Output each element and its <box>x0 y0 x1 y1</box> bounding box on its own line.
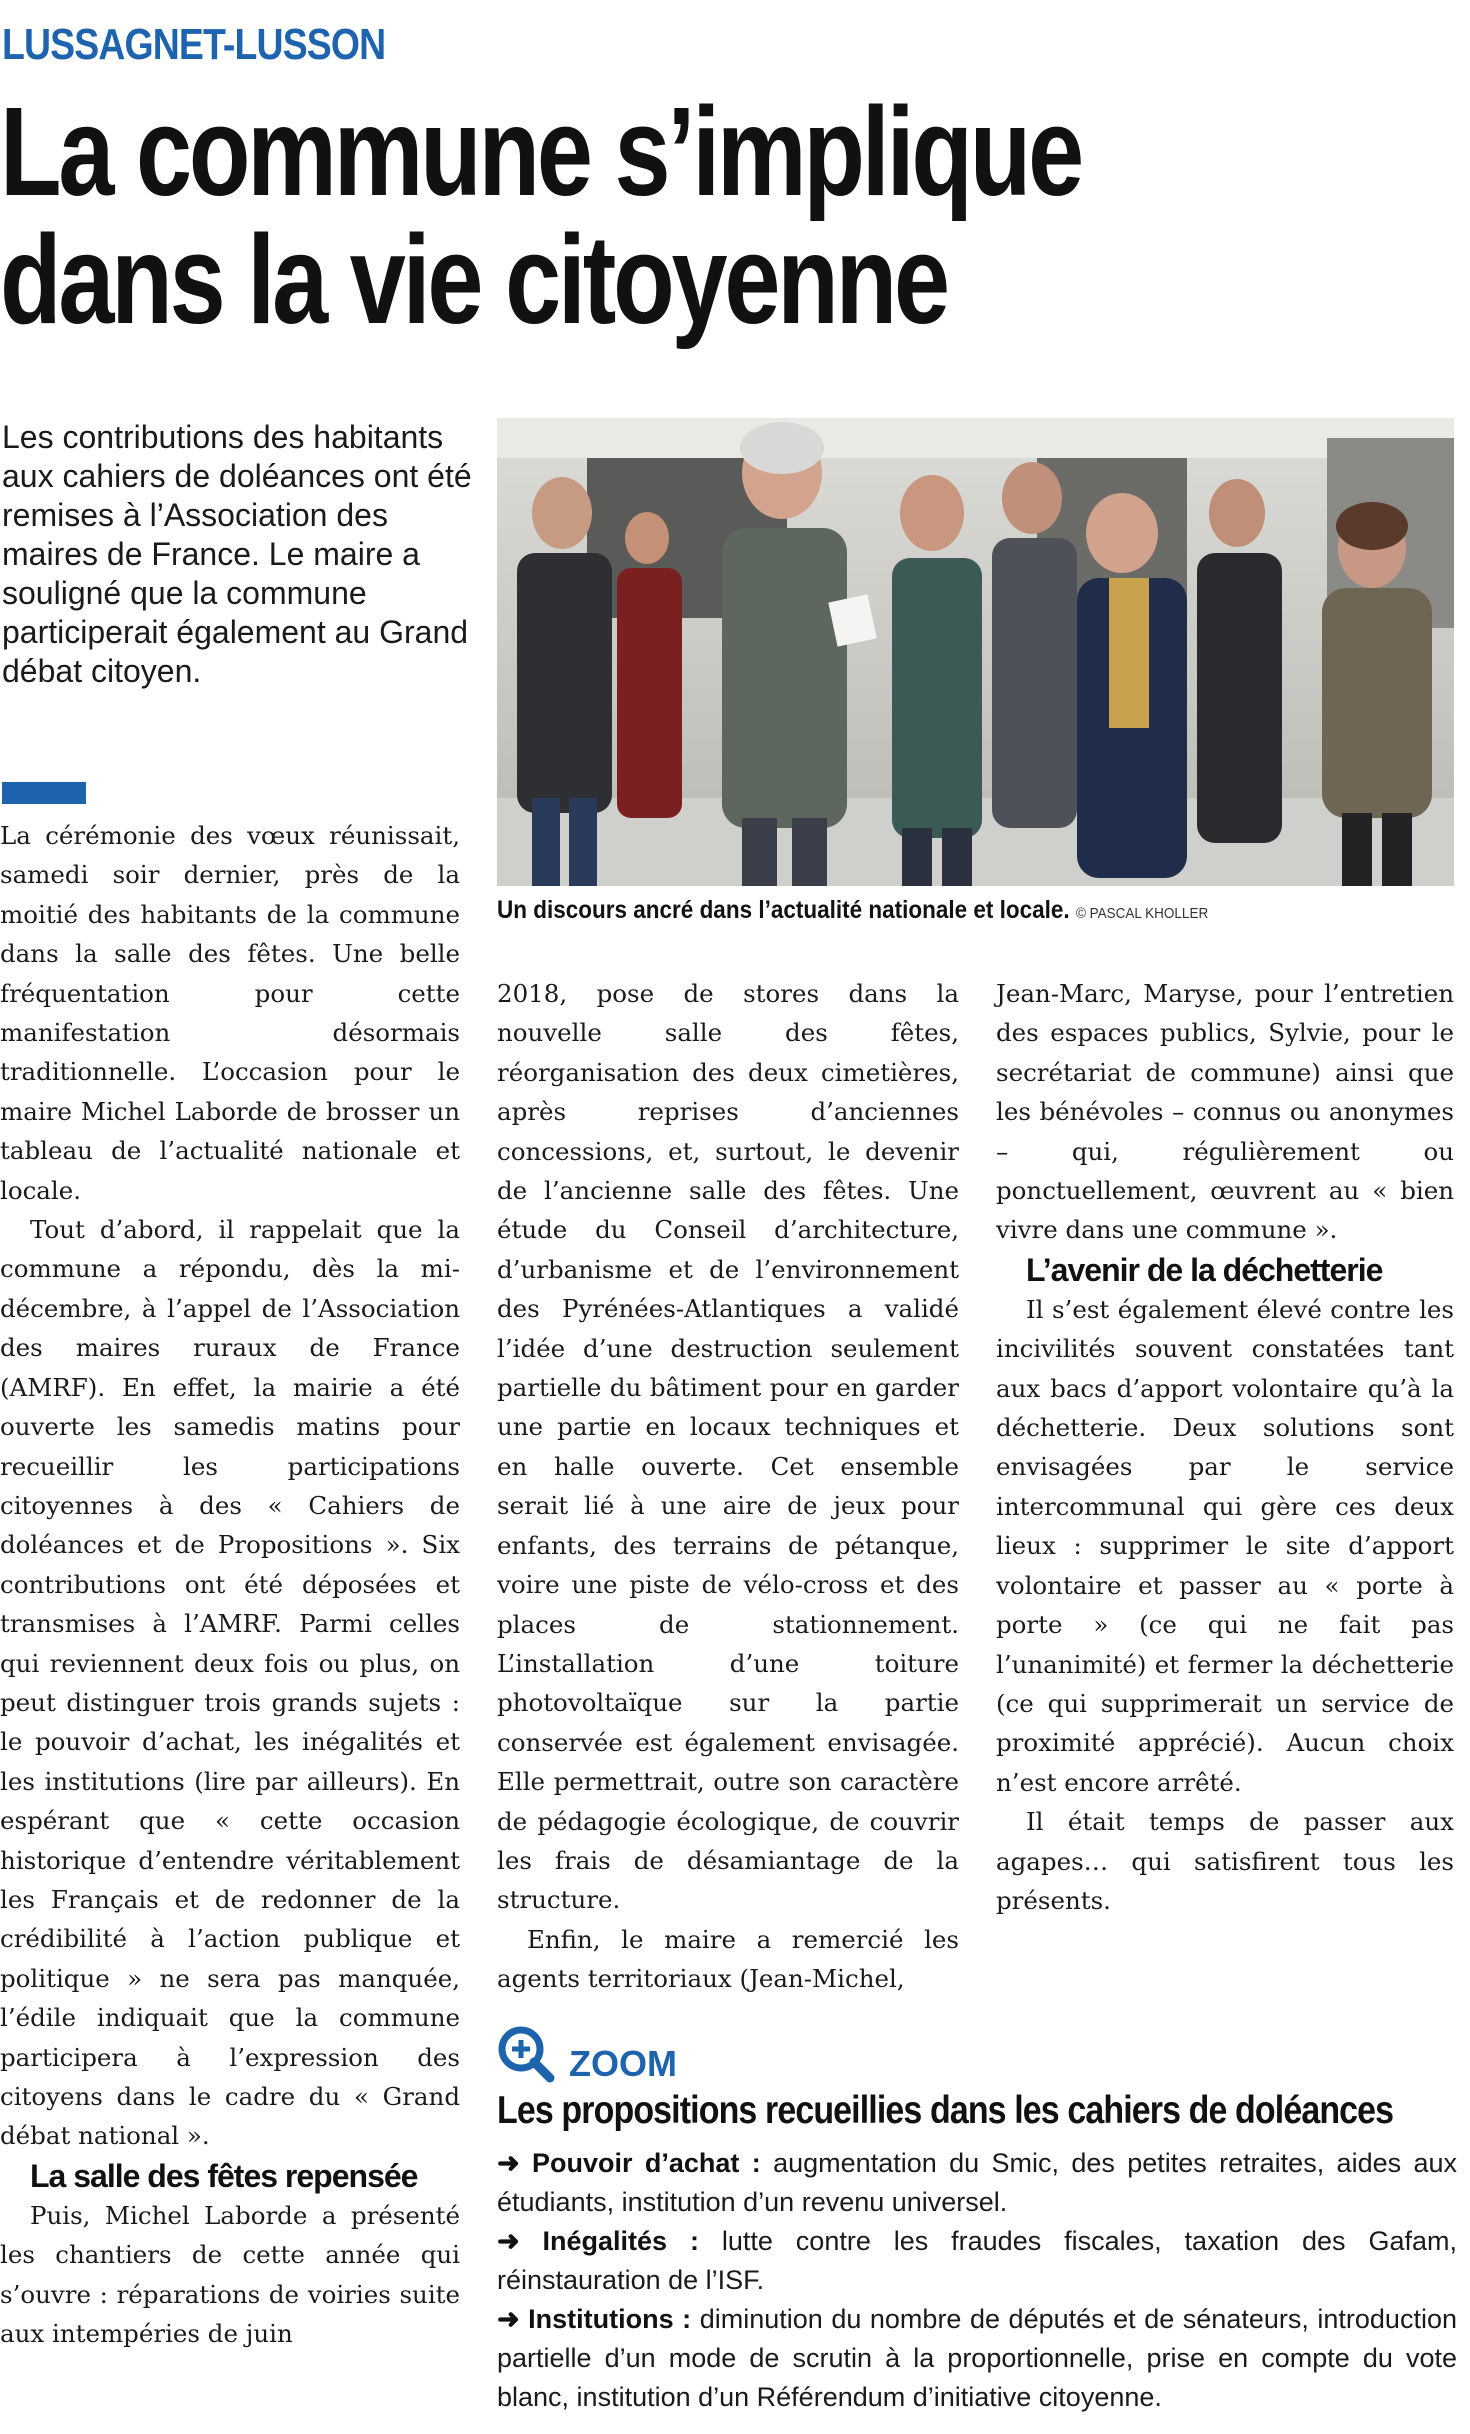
caption-text: Un discours ancré dans l’actualité nationale et locale. <box>497 896 1070 924</box>
zoom-item-text: lutte contre les fraudes fiscales, taxation des Gafam, réinstauration de l’ISF. <box>497 2226 1457 2295</box>
article-column-3 <box>996 974 1454 1920</box>
article-paragraph-3: Puis, Michel Laborde a présenté les chantiers de cette année qui s’ouvre : réparations de voiries suite aux intempéries de juin <box>0 2200 460 2349</box>
chapo: Les contributions des habitants aux cahiers de doléances ont été remises à l’Association des maires de France. Le maire a souligné que la commune participerait également au Grand débat citoyen. <box>2 419 472 689</box>
accent-bar <box>2 782 86 804</box>
subhead-dechetterie: L’avenir de la déchetterie <box>1026 1251 1383 1288</box>
article-paragraph-4: Enfin, le maire a remercié les agents territoriaux (Jean-Michel, <box>497 1924 959 1994</box>
zoom-header <box>497 2024 1457 2084</box>
arrow-icon: ➜ <box>497 2148 520 2178</box>
zoom-item-text: augmentation du Smic, des petites retraites, aides aux étudiants, institution d’un revenu universel. <box>497 2148 1457 2217</box>
arrow-icon: ➜ <box>497 2226 520 2256</box>
article-paragraph-2: Tout d’abord, il rappelait que la commune a répondu, dès la mi-décembre, à l’appel de l’Association des maires ruraux de France (AMRF). En effet, la mairie a été ouverte les samedis matins pour recueillir les participations citoyennes à des « Cahiers de doléances et de Propositions ». Six contributions ont été déposées et transmises à l’AMRF. Parmi celles qui reviennent deux fois ou plus, on peut distinguer trois grands sujets : le pouvoir d’achat, les inégalités et les institutions (lire par ailleurs). En espérant que « cette occasion historique d’entendre véritablement les Français et de redonner de la crédibilité à l’action publique et politique » ne sera pas manquée, l’édile indiquait que la commune participera à l’expression des citoyens dans le cadre du « Grand débat national ». <box>0 1215 460 2151</box>
article-paragraph-1: La cérémonie des vœux réunissait, samedi soir dernier, près de la moitié des habitants de la commune dans la salle des fêtes. Une belle fréquentation pour cette manifestation désormais traditionnelle. L’occasion pour le maire Michel Laborde de brosser un tableau de l’actualité nationale et locale. <box>0 821 460 1205</box>
zoom-box <box>497 2024 1457 2417</box>
zoom-item <box>497 2300 1457 2417</box>
article-paragraph-3-continued: 2018, pose de stores dans la nouvelle salle des fêtes, réorganisation des deux cimetières, après reprises d’anciennes concessions, et, surtout, le devenir de l’ancienne salle des fêtes. Une étude du Conseil d’architecture, d’urbanisme et de l’environnement des Pyrénées-Atlantiques a validé l’idée d’une destruction seulement partielle du bâtiment pour en garder une partie en locaux techniques et en halle ouverte. Cet ensemble serait lié à une aire de jeux pour enfants, des terrains de pétanque, voire une piste de vélo-cross et des places de stationnement. L’installation d’une toiture photovoltaïque sur la partie conservée est également envisagée. Elle permettrait, outre son caractère de pédagogie écologique, de couvrir les frais de désamiantage de la structure. <box>497 979 959 1915</box>
headline <box>0 81 1120 350</box>
kicker: LUSSAGNET-LUSSON <box>2 20 386 69</box>
zoom-item <box>497 2222 1457 2300</box>
photo-people-image <box>497 418 1454 886</box>
zoom-item-term: Pouvoir d’achat : <box>532 2148 761 2178</box>
photo-credit: © PASCAL KHOLLER <box>1075 905 1209 922</box>
zoom-item-term: Institutions : <box>528 2304 692 2334</box>
zoom-label: ZOOM <box>569 2043 677 2084</box>
headline-line-1: La commune s’implique <box>0 81 1082 222</box>
article-paragraph-4-continued: Jean-Marc, Maryse, pour l’entretien des espaces publics, Sylvie, pour le secrétariat de commune) ainsi que les bénévoles – connus ou anonymes – qui, régulièrement ou ponctuellement, œuvrent au « bien vivre dans une commune ». <box>996 979 1454 1245</box>
arrow-icon: ➜ <box>497 2304 520 2334</box>
article-paragraph-6: Il était temps de passer aux agapes… qui satisfirent tous les présents. <box>996 1807 1454 1915</box>
headline-line-2: dans la vie citoyenne <box>0 209 947 350</box>
article-column-1 <box>0 816 460 2353</box>
zoom-items <box>497 2144 1457 2417</box>
zoom-item-text: diminution du nombre de députés et de sénateurs, introduction partielle d’un mode de scrutin à la proportionnelle, prise en compte du vote blanc, institution d’un Référendum d’initiative citoyenne. <box>497 2304 1457 2412</box>
zoom-title: Les propositions recueillies dans les cahiers de doléances <box>497 2089 1394 2132</box>
article-column-2 <box>497 974 959 1999</box>
article-paragraph-5: Il s’est également élevé contre les incivilités souvent constatées tant aux bacs d’apport volontaire qu’à la déchetterie. Deux solutions sont envisagées par le service intercommunal qui gère ces deux lieux : supprimer le site d’apport volontaire et passer au « porte à porte » (ce qui ne fait pas l’unanimité) et fermer la déchetterie (ce qui supprimerait un service de proximité apprécié). Aucun choix n’est encore arrêté. <box>996 1294 1454 1797</box>
photo-caption <box>497 896 1358 925</box>
zoom-item-term: Inégalités : <box>542 2226 699 2256</box>
subhead-salle-des-fetes: La salle des fêtes repensée <box>30 2157 418 2194</box>
magnifier-plus-icon <box>497 2025 555 2083</box>
article-photo <box>497 418 1454 886</box>
zoom-item <box>497 2144 1457 2222</box>
